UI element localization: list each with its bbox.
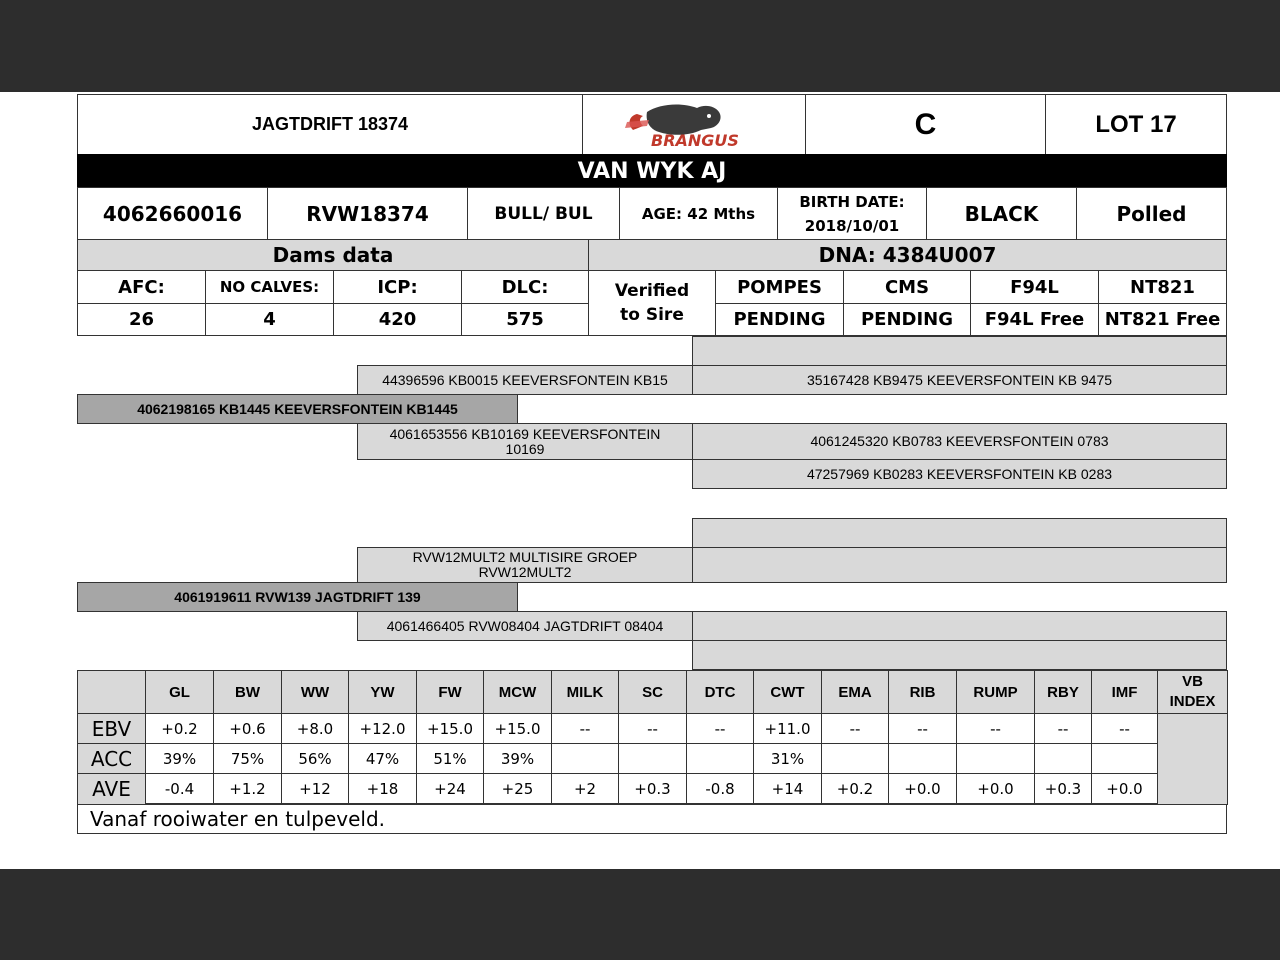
trait-header: RIB [888, 670, 957, 714]
ebv-value: +24 [416, 773, 484, 805]
brangus-logo [582, 94, 806, 155]
ebv-value: +0.6 [213, 713, 282, 744]
seller-name: VAN WYK AJ [77, 154, 1227, 188]
pedigree-dam-dam: 4061466405 RVW08404 JAGTDRIFT 08404 [357, 611, 693, 641]
ebv-value: +15.0 [416, 713, 484, 744]
icp-label: ICP: [333, 270, 462, 304]
ebv-value: +12.0 [348, 713, 417, 744]
ebv-value: 39% [145, 743, 214, 774]
vb-index-header: VB INDEX [1157, 670, 1228, 714]
ebv-value: +0.0 [956, 773, 1035, 805]
animal-id: 4062660016 [77, 187, 268, 240]
ebv-corner [77, 670, 146, 714]
ebv-value [956, 743, 1035, 774]
ebv-value: +1.2 [213, 773, 282, 805]
ebv-value: +12 [281, 773, 349, 805]
ebv-value: +0.0 [888, 773, 957, 805]
afc-value: 26 [77, 303, 206, 336]
ebv-row-label: EBV [77, 713, 146, 744]
pompes-label: POMPES [715, 270, 844, 304]
ebv-value: +0.0 [1091, 773, 1158, 805]
pedigree-sire-sire: 44396596 KB0015 KEEVERSFONTEIN KB15 [357, 365, 693, 395]
ebv-value [618, 743, 687, 774]
registration-number: RVW18374 [267, 187, 468, 240]
colour: BLACK [926, 187, 1077, 240]
ebv-value: +14 [753, 773, 822, 805]
ebv-value: 31% [753, 743, 822, 774]
ebv-value: -- [821, 713, 889, 744]
trait-header: RUMP [956, 670, 1035, 714]
ebv-value [686, 743, 754, 774]
trait-header: FW [416, 670, 484, 714]
pedigree-dam-dam-dam [692, 640, 1227, 670]
pedigree-sire-sire-dam: 35167428 KB9475 KEEVERSFONTEIN KB 9475 [692, 365, 1227, 395]
trait-header: BW [213, 670, 282, 714]
pedigree-dam-sire-dam [692, 547, 1227, 583]
birth-date: BIRTH DATE: 2018/10/01 [777, 187, 927, 240]
horn-status: Polled [1076, 187, 1227, 240]
f94l-value: F94L Free [970, 303, 1099, 336]
cms-label: CMS [843, 270, 971, 304]
trait-header: DTC [686, 670, 754, 714]
ebv-value: -- [956, 713, 1035, 744]
ebv-value: 75% [213, 743, 282, 774]
pedigree-dam-sire-sire [692, 518, 1227, 548]
grade: C [805, 94, 1046, 155]
ebv-row-label: ACC [77, 743, 146, 774]
ebv-value: -0.8 [686, 773, 754, 805]
dlc-value: 575 [461, 303, 589, 336]
ebv-value: +0.3 [618, 773, 687, 805]
pedigree-sire-dam-sire: 4061245320 KB0783 KEEVERSFONTEIN 0783 [692, 423, 1227, 460]
trait-header: EMA [821, 670, 889, 714]
f94l-label: F94L [970, 270, 1099, 304]
ebv-value: +8.0 [281, 713, 349, 744]
afc-label: AFC: [77, 270, 206, 304]
vb-index-value [1157, 713, 1228, 805]
nt821-value: NT821 Free [1098, 303, 1227, 336]
no-calves-value: 4 [205, 303, 334, 336]
pedigree-sire: 4062198165 KB1445 KEEVERSFONTEIN KB1445 [77, 394, 518, 424]
ebv-value: +15.0 [483, 713, 552, 744]
ebv-value: +0.2 [145, 713, 214, 744]
ebv-row-label: AVE [77, 773, 146, 805]
lot-number: LOT 17 [1045, 94, 1227, 155]
dna-title: DNA: 4384U007 [588, 239, 1227, 271]
pedigree-dam-dam-sire [692, 611, 1227, 641]
ebv-value: -- [686, 713, 754, 744]
trait-header: MCW [483, 670, 552, 714]
ebv-value: +0.2 [821, 773, 889, 805]
pedigree-dam-sire: RVW12MULT2 MULTISIRE GROEP RVW12MULT2 [357, 547, 693, 583]
logo-text: BRANGUS [651, 130, 739, 150]
ebv-value: -- [551, 713, 619, 744]
trait-header: CWT [753, 670, 822, 714]
ebv-value: -- [618, 713, 687, 744]
trait-header: IMF [1091, 670, 1158, 714]
ebv-value: -- [1091, 713, 1158, 744]
verified-to-sire: Verified to Sire [588, 270, 716, 336]
ebv-value: 51% [416, 743, 484, 774]
pedigree-sire-dam-dam: 47257969 KB0283 KEEVERSFONTEIN KB 0283 [692, 459, 1227, 489]
icp-value: 420 [333, 303, 462, 336]
ebv-value: +0.3 [1034, 773, 1092, 805]
pedigree-sire-dam: 4061653556 KB10169 KEEVERSFONTEIN 10169 [357, 423, 693, 460]
dams-data-title: Dams data [77, 239, 589, 271]
ebv-value: -- [888, 713, 957, 744]
age: AGE: 42 Mths [619, 187, 778, 240]
ebv-value [821, 743, 889, 774]
cms-value: PENDING [843, 303, 971, 336]
ebv-value: 47% [348, 743, 417, 774]
ebv-value [1091, 743, 1158, 774]
ebv-value: +2 [551, 773, 619, 805]
trait-header: WW [281, 670, 349, 714]
ebv-value [551, 743, 619, 774]
ebv-value: 56% [281, 743, 349, 774]
trait-header: SC [618, 670, 687, 714]
ebv-value [1034, 743, 1092, 774]
ebv-value: +11.0 [753, 713, 822, 744]
pompes-value: PENDING [715, 303, 844, 336]
trait-header: GL [145, 670, 214, 714]
ebv-value: -- [1034, 713, 1092, 744]
comment: Vanaf rooiwater en tulpeveld. [77, 803, 1227, 834]
dlc-label: DLC: [461, 270, 589, 304]
animal-name: JAGTDRIFT 18374 [77, 94, 583, 155]
trait-header: MILK [551, 670, 619, 714]
sex: BULL/ BUL [467, 187, 620, 240]
ebv-value: 39% [483, 743, 552, 774]
ebv-value: +18 [348, 773, 417, 805]
trait-header: RBY [1034, 670, 1092, 714]
no-calves-label: NO CALVES: [205, 270, 334, 304]
lot-card [0, 92, 1280, 869]
ebv-value: +25 [483, 773, 552, 805]
ebv-value [888, 743, 957, 774]
ebv-value: -0.4 [145, 773, 214, 805]
nt821-label: NT821 [1098, 270, 1227, 304]
bull-logo-icon [619, 100, 769, 150]
trait-header: YW [348, 670, 417, 714]
pedigree-sire-sire-sire [692, 336, 1227, 366]
pedigree-dam: 4061919611 RVW139 JAGTDRIFT 139 [77, 582, 518, 612]
